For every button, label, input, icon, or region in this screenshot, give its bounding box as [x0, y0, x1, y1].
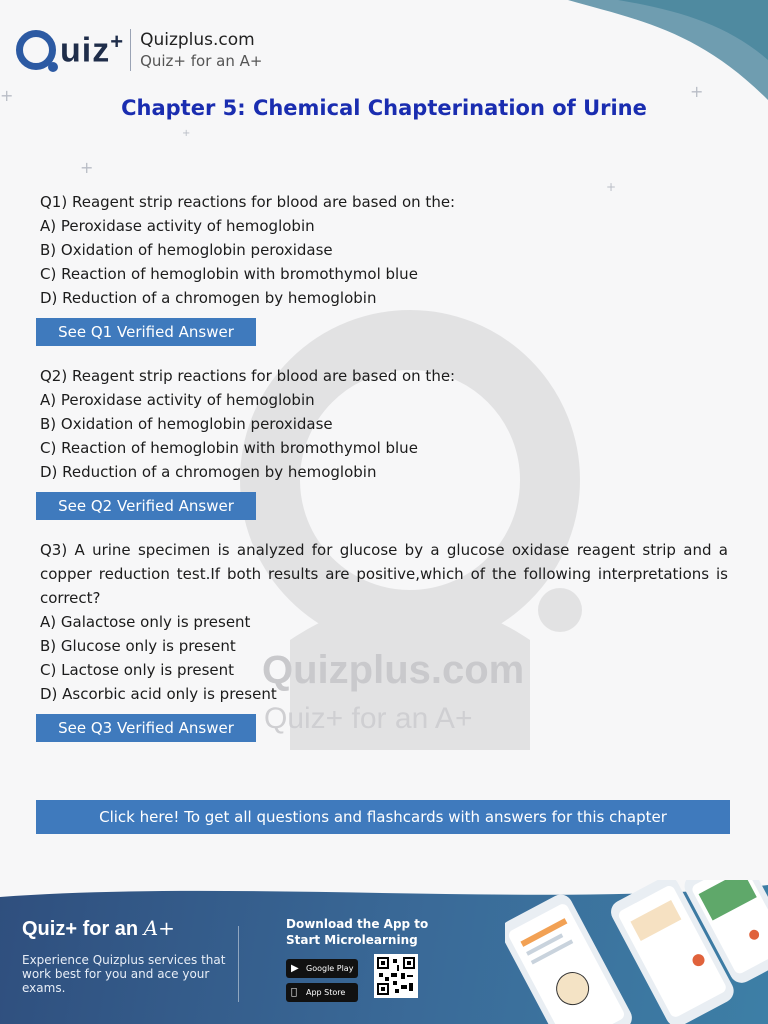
answer-option: B) Glucose only is present — [40, 637, 236, 655]
answer-option: C) Reaction of hemoglobin with bromothymol blue — [40, 265, 418, 283]
see-q2-answer-button[interactable]: See Q2 Verified Answer — [36, 492, 256, 520]
phone-mockups-illustration — [505, 880, 768, 1024]
answer-option: B) Oxidation of hemoglobin peroxidase — [40, 415, 333, 433]
question-1 — [40, 190, 728, 346]
answer-option: C) Reaction of hemoglobin with bromothymol blue — [40, 439, 418, 457]
store-badges — [286, 954, 358, 1002]
download-line-1: Download the App to — [286, 917, 429, 931]
answer-option: C) Lactose only is present — [40, 661, 235, 679]
apple-icon — [291, 983, 297, 1002]
footer-title: Quiz+ for an A+ — [22, 916, 175, 940]
answer-option: B) Oxidation of hemoglobin peroxidase — [40, 241, 333, 259]
download-line-2: Start Microlearning — [286, 933, 418, 947]
play-icon: ▶ — [291, 963, 299, 974]
app-store-badge[interactable]: App Store — [286, 983, 358, 1002]
see-q1-answer-button[interactable]: See Q1 Verified Answer — [36, 318, 256, 346]
plus-decoration: + — [0, 86, 14, 105]
footer-description: Experience Quizplus services that work best for you and ace your exams. — [22, 953, 226, 995]
answer-option: A) Peroxidase activity of hemoglobin — [40, 217, 315, 235]
logo-q-icon — [16, 30, 56, 70]
plus-decoration: + — [606, 180, 617, 194]
header-tagline: Quiz+ for an A+ — [140, 52, 263, 70]
footer-divider — [238, 926, 239, 1002]
see-q3-answer-button[interactable]: See Q3 Verified Answer — [36, 714, 256, 742]
plus-decoration: + — [80, 158, 94, 177]
all-questions-cta-button[interactable]: Click here! To get all questions and flashcards with answers for this chapter — [36, 800, 730, 834]
answer-option: D) Reduction of a chromogen by hemoglobin — [40, 463, 377, 481]
question-2 — [40, 364, 728, 520]
question-text: Q3) A urine specimen is analyzed for glucose by a glucose oxidase reagent strip and a copper reduction test.If both results are positive,which of the following interpretations is correct? — [40, 541, 728, 607]
question-text: Q1) Reagent strip reactions for blood are based on the: — [40, 193, 456, 211]
chapter-title: Chapter 5: Chemical Chapterination of Urine — [121, 96, 647, 120]
watermark-site: Quizplus.com — [262, 648, 525, 692]
plus-decoration: + — [690, 82, 704, 101]
question-3 — [40, 538, 728, 742]
footer-promo — [22, 916, 232, 995]
google-play-badge[interactable]: ▶ Google Play — [286, 959, 358, 978]
answer-option: D) Ascorbic acid only is present — [40, 685, 277, 703]
header-site-name: Quizplus.com — [140, 30, 255, 50]
site-header — [16, 22, 262, 78]
qr-code-pattern — [377, 957, 415, 995]
quizplus-logo[interactable] — [16, 29, 124, 70]
watermark-tagline: Quiz+ for an A+ — [264, 702, 473, 735]
app-download-section — [286, 916, 429, 997]
question-list — [40, 190, 728, 760]
question-text: Q2) Reagent strip reactions for blood are based on the: — [40, 367, 456, 385]
answer-option: A) Peroxidase activity of hemoglobin — [40, 391, 315, 409]
app-promo-footer — [0, 880, 768, 1024]
answer-option: D) Reduction of a chromogen by hemoglobin — [40, 289, 377, 307]
qr-code-icon[interactable] — [374, 954, 418, 998]
plus-decoration: + — [182, 128, 191, 139]
corner-wave-decoration — [528, 0, 768, 110]
header-divider — [130, 29, 131, 71]
logo-wordmark: uiz+ — [60, 29, 125, 70]
header-branding — [140, 29, 262, 71]
answer-option: A) Galactose only is present — [40, 613, 251, 631]
